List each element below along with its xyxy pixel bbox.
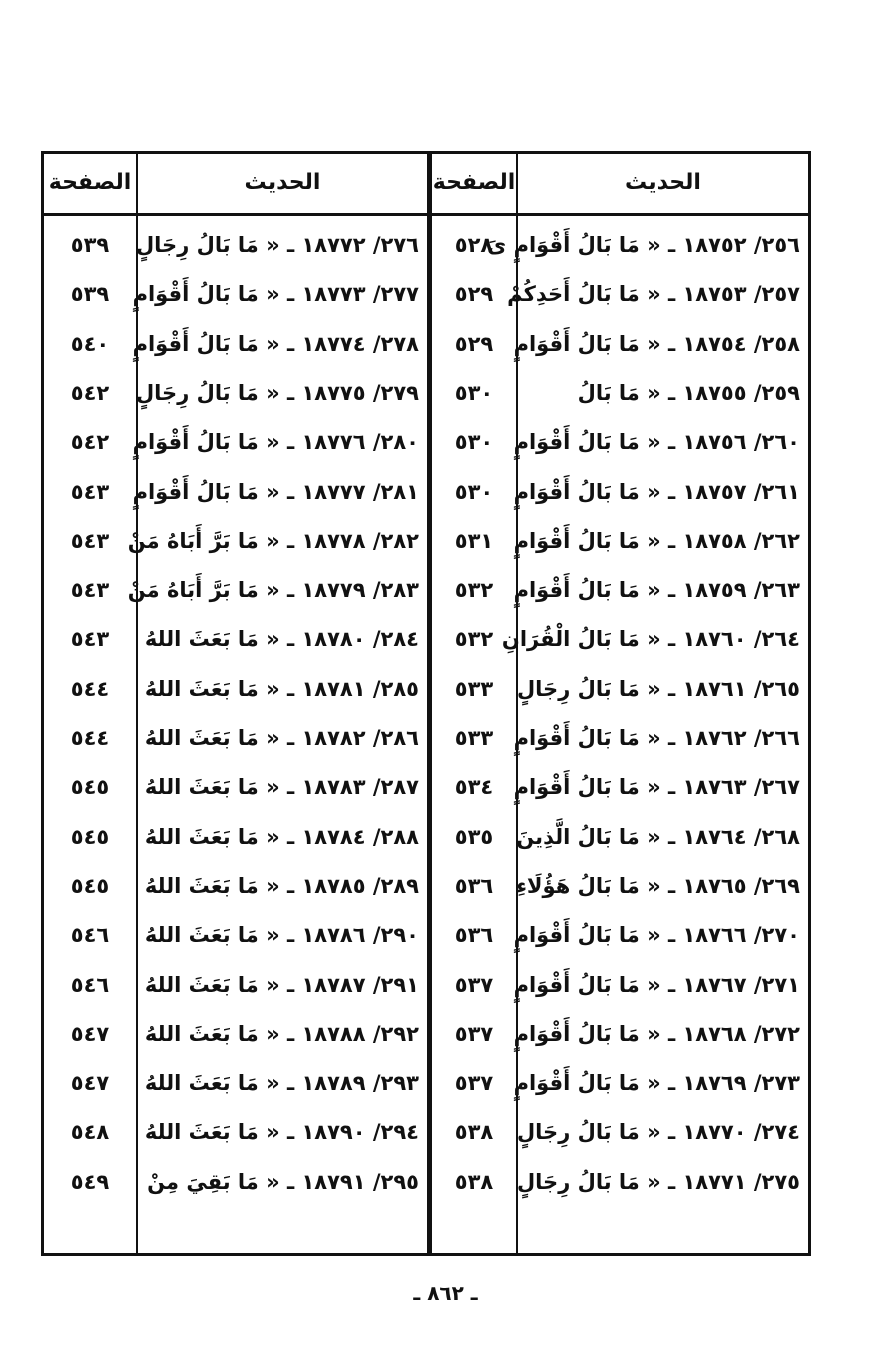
hadith-entry: ٢٨٣/ ١٨٧٧٩ ـ « مَا بَرَّ أَبَاهُ مَنْ [127,578,419,602]
page-ref: ٥٣٧ [454,973,494,997]
page-ref: ٥٢٩ [454,332,494,356]
hadith-entry: ٢٧٢/ ١٨٧٦٨ ـ « مَا بَالُ أَقْوَامٍ [513,1022,800,1046]
page-ref: ٥٣٨ [454,1170,494,1194]
page-ref: ٥٣٨ [454,1120,494,1144]
page-ref: ٥٤٧ [70,1071,110,1095]
page-ref: ٥٣٠ [454,430,494,454]
hadith-entry: ٢٨٧/ ١٨٧٨٣ ـ « مَا بَعَثَ اللهُ [144,775,419,799]
hadith-entry: ٢٥٩/ ١٨٧٥٥ ـ « مَا بَالُ [577,381,800,405]
page-ref: ٥٤٤ [70,677,110,701]
hadith-entry: ٢٥٦/ ١٨٧٥٢ ـ « مَا بَالُ أَقْوَامٍ ىَ [487,233,800,257]
hadith-entry: ٢٩٤/ ١٨٧٩٠ ـ « مَا بَعَثَ اللهُ [144,1120,419,1144]
hadith-entry: ٢٨٩/ ١٨٧٨٥ ـ « مَا بَعَثَ اللهُ [144,874,419,898]
hadith-entry: ٢٧٣/ ١٨٧٦٩ ـ « مَا بَالُ أَقْوَامٍ [513,1071,800,1095]
hadith-index-table [41,151,811,1256]
header-page-left: الصفحة [48,170,132,195]
page-ref: ٥٣٧ [454,1071,494,1095]
page-ref: ٥٤٢ [70,381,110,405]
page-ref: ٥٤٦ [70,973,110,997]
hadith-entry: ٢٦٩/ ١٨٧٦٥ ـ « مَا بَالُ هَؤُلَاءِ [516,874,800,898]
hadith-entry: ٢٨٠/ ١٨٧٧٦ ـ « مَا بَالُ أَقْوَامٍ [132,430,419,454]
page-ref: ٥٤٤ [70,726,110,750]
page-ref: ٥٤٥ [70,775,110,799]
page-ref: ٥٣٩ [70,282,110,306]
hadith-entry: ٢٦٤/ ١٨٧٦٠ ـ « مَا بَالُ الْقُرَانِ [501,627,800,651]
page-ref: ٥٣٧ [454,1022,494,1046]
page-ref: ٥٣٣ [454,677,494,701]
page-ref: ٥٤٣ [70,627,110,651]
page-ref: ٥٤٢ [70,430,110,454]
hadith-entry: ٢٩٠/ ١٨٧٨٦ ـ « مَا بَعَثَ اللهُ [144,923,419,947]
hadith-entry: ٢٧١/ ١٨٧٦٧ ـ « مَا بَالُ أَقْوَامٍ [513,973,800,997]
page-ref: ٥٤٥ [70,874,110,898]
hadith-entry: ٢٨١/ ١٨٧٧٧ ـ « مَا بَالُ أَقْوَامٍ [132,480,419,504]
page-ref: ٥٤٣ [70,529,110,553]
hadith-entry: ٢٧٩/ ١٨٧٧٥ ـ « مَا بَالُ رِجَالٍ [135,381,419,405]
page-ref: ٥٤٨ [70,1120,110,1144]
page-ref: ٥٣٠ [454,381,494,405]
hadith-entry: ٢٩١/ ١٨٧٨٧ ـ « مَا بَعَثَ اللهُ [144,973,419,997]
hadith-entry: ٢٨٤/ ١٨٧٨٠ ـ « مَا بَعَثَ اللهُ [144,627,419,651]
page-ref: ٥٤٣ [70,480,110,504]
page-ref: ٥٤٥ [70,825,110,849]
hadith-entry: ٢٦١/ ١٨٧٥٧ ـ « مَا بَالُ أَقْوَامٍ [513,480,800,504]
hadith-entry: ٢٩٢/ ١٨٧٨٨ ـ « مَا بَعَثَ اللهُ [144,1022,419,1046]
page-ref: ٥٤٧ [70,1022,110,1046]
hadith-entry: ٢٧٧/ ١٨٧٧٣ ـ « مَا بَالُ أَقْوَامٍ [132,282,419,306]
header-hadith-right: الحديث [625,170,701,195]
page-ref: ٥٣١ [454,529,494,553]
page-ref: ٥٣٦ [454,874,494,898]
page-ref: ٥٣٢ [454,627,494,651]
hadith-entry: ٢٦٥/ ١٨٧٦١ ـ « مَا بَالُ رِجَالٍ [516,677,800,701]
page-ref: ٥٣٣ [454,726,494,750]
page-ref: ٥٤٠ [70,332,110,356]
page-ref: ٥٢٨ [454,233,494,257]
hadith-entry: ٢٧٤/ ١٨٧٧٠ ـ « مَا بَالُ رِجَالٍ [516,1120,800,1144]
hadith-entry: ٢٧٥/ ١٨٧٧١ ـ « مَا بَالُ رِجَالٍ [516,1170,800,1194]
page-ref: ٥٢٩ [454,282,494,306]
hadith-entry: ٢٩٥/ ١٨٧٩١ ـ « مَا بَقِيَ مِنْ [147,1170,419,1194]
hadith-entry: ٢٧٠/ ١٨٧٦٦ ـ « مَا بَالُ أَقْوَامٍ [513,923,800,947]
hadith-entry: ٢٦٦/ ١٨٧٦٢ ـ « مَا بَالُ أَقْوَامٍ [513,726,800,750]
hadith-entry: ٢٦٣/ ١٨٧٥٩ ـ « مَا بَالُ أَقْوَامٍ [513,578,800,602]
hadith-entry: ٢٨٦/ ١٨٧٨٢ ـ « مَا بَعَثَ اللهُ [144,726,419,750]
page-ref: ٥٣٦ [454,923,494,947]
hadith-entry: ٢٩٣/ ١٨٧٨٩ ـ « مَا بَعَثَ اللهُ [144,1071,419,1095]
hadith-entry: ٢٦٠/ ١٨٧٥٦ ـ « مَا بَالُ أَقْوَامٍ [513,430,800,454]
hadith-entry: ٢٧٦/ ١٨٧٧٢ ـ « مَا بَالُ رِجَالٍ [135,233,419,257]
hadith-entry: ٢٦٧/ ١٨٧٦٣ ـ « مَا بَالُ أَقْوَامٍ [513,775,800,799]
hadith-entry: ٢٦٢/ ١٨٧٥٨ ـ « مَا بَالُ أَقْوَامٍ [513,529,800,553]
page-ref: ٥٣٢ [454,578,494,602]
page-ref: ٥٣٩ [70,233,110,257]
header-hadith-left: الحديث [244,170,321,195]
hadith-entry: ٢٨٢/ ١٨٧٧٨ ـ « مَا بَرَّ أَبَاهُ مَنْ [127,529,419,553]
page-ref: ٥٣٠ [454,480,494,504]
page-ref: ٥٤٦ [70,923,110,947]
page-ref: ٥٤٣ [70,578,110,602]
page-ref: ٥٤٩ [70,1170,110,1194]
page-number: ـ ٨٦٢ ـ [413,1281,478,1305]
hadith-entry: ٢٧٨/ ١٨٧٧٤ ـ « مَا بَالُ أَقْوَامٍ [132,332,419,356]
page-ref: ٥٣٤ [454,775,494,799]
hadith-entry: ٢٨٨/ ١٨٧٨٤ ـ « مَا بَعَثَ اللهُ [144,825,419,849]
hadith-entry: ٢٦٨/ ١٨٧٦٤ ـ « مَا بَالُ الَّذِينَ [516,825,800,849]
hadith-entry: ٢٥٨/ ١٨٧٥٤ ـ « مَا بَالُ أَقْوَامٍ [513,332,800,356]
header-page-right: الصفحة [432,170,516,195]
page-ref: ٥٣٥ [454,825,494,849]
hadith-entry: ٢٥٧/ ١٨٧٥٣ ـ « مَا بَالُ أَحَدِكُمْ [507,282,800,306]
hadith-entry: ٢٨٥/ ١٨٧٨١ ـ « مَا بَعَثَ اللهُ [144,677,419,701]
